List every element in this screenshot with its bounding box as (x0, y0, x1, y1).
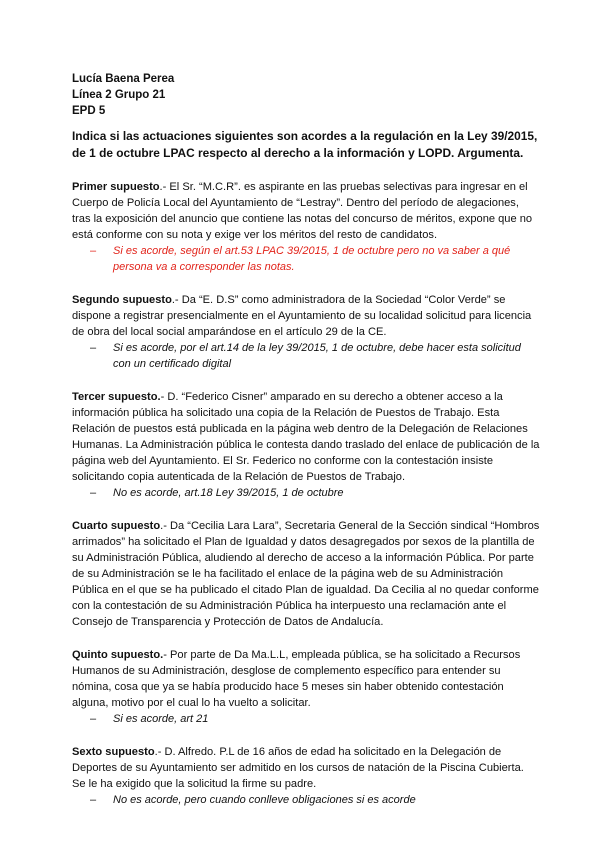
case-body: D. “Federico Cisner” amparado en su derecho a obtener acceso a la información pública ha solicitado una copia de la Relación de Puestos de Trabajo. Esta Relación de puestos está publicada en la página web dentro de la Delegación de Relaciones Humanas. La Administración pública le contesta dando traslado del enlace de publicación de la página web del Ayuntamiento. El Sr. Federico no conforme con la contestación insiste solicitando copia autenticada de la Relación de Puestos de Trabajo. (72, 391, 540, 483)
case-separator: .- (159, 181, 170, 193)
case-5 (72, 647, 540, 727)
case-answer (72, 340, 540, 372)
answer-text: Si es acorde, por el art.14 de la ley 39/2015, 1 de octubre, debe hacer esta solicitud con un certificado digital (113, 342, 521, 370)
bullet-dash: – (90, 342, 97, 354)
case-title: Cuarto supuesto (72, 520, 161, 532)
case-title: Quinto supuesto. (72, 649, 164, 661)
case-6 (72, 744, 540, 808)
group-line: Línea 2 Grupo 21 (72, 89, 166, 101)
exercise-question: Indica si las actuaciones siguientes son acordes a la regulación en la Ley 39/2015, de 1 de octubre LPAC respecto al derecho a la información y LOPD. Argumenta. (72, 129, 538, 160)
answer-text: No es acorde, pero cuando conlleve obligaciones si es acorde (113, 794, 416, 806)
case-title: Segundo supuesto (72, 294, 172, 306)
case-3 (72, 389, 540, 501)
case-body: Por parte de Da Ma.L.L, empleada pública, se ha solicitado a Recursos Humanos de su Administración, desglose de complemento específico para entender su nómina, cosa que ya se había producido hace 5 meses sin haber obtenido contestación alguna, motivo por el cual lo ha vuelto a solicitar. (72, 649, 521, 709)
case-body: El Sr. “M.C.R”. es aspirante en las pruebas selectivas para ingresar en el Cuerpo de Policía Local del Ayuntamiento de “Lestray”. Dentro del período de alegaciones, tras la exposición del anuncio que contiene las notas del concurso de méritos, expone que no está conforme con su nota y exige ver los méritos del resto de candidatos. (72, 181, 533, 241)
case-answer (72, 485, 540, 501)
author-name: Lucía Baena Perea (72, 73, 175, 85)
case-title: Primer supuesto (72, 181, 160, 193)
case-separator: .- (160, 520, 170, 532)
bullet-dash: – (90, 794, 97, 806)
epd-label: EPD 5 (72, 105, 106, 117)
case-separator: .- (154, 746, 165, 758)
author-header (72, 71, 540, 119)
bullet-dash: – (90, 245, 97, 257)
bullet-dash: – (90, 487, 97, 499)
case-answer (72, 792, 540, 808)
bullet-dash: – (90, 713, 97, 725)
case-4 (72, 518, 540, 630)
answer-text: Si es acorde, art 21 (113, 713, 209, 725)
case-body: Da “E. D.S” como administradora de la Sociedad “Color Verde” se dispone a registrar presencialmente en el Ayuntamiento de su localidad solicitud para licencia de obra del local social amparándose en el artículo 29 de la CE. (72, 294, 532, 338)
case-answer (72, 243, 540, 275)
answer-text: No es acorde, art.18 Ley 39/2015, 1 de octubre (113, 487, 344, 499)
case-title: Sexto supuesto (72, 746, 155, 758)
case-separator: .- (171, 294, 182, 306)
case-answer (72, 711, 540, 727)
case-separator: - (163, 649, 170, 661)
case-1 (72, 179, 540, 275)
case-title: Tercer supuesto. (72, 391, 161, 403)
case-body: D. Alfredo. P.L de 16 años de edad ha solicitado en la Delegación de Deportes de su Ayuntamiento ser admitido en los cursos de natación de la Piscina Cubierta. Se le ha exigido que la solicitud la firme su padre. (72, 746, 524, 790)
answer-text: Si es acorde, según el art.53 LPAC 39/2015, 1 de octubre pero no va saber a qué persona va a corresponder las notas. (113, 245, 511, 273)
case-2 (72, 292, 540, 372)
case-separator: - (160, 391, 168, 403)
case-body: Da “Cecilia Lara Lara”, Secretaria General de la Sección sindical “Hombros arrimados” ha solicitado el Plan de Igualdad y datos desagregados por sexos de la plantilla de su Administración Pública, aludiendo al derecho de acceso a la información Pública. Por parte de su Administración se le ha facilitado el enlace de la página web de su Administración Pública en el que se ha publicado el citado Plan de igualdad. Da Cecilia al no quedar conforme con la contestación de su Administración Pública ha interpuesto una reclamación ante el Consejo de Transparencia y Protección de Datos de Andalucía. (72, 520, 540, 628)
